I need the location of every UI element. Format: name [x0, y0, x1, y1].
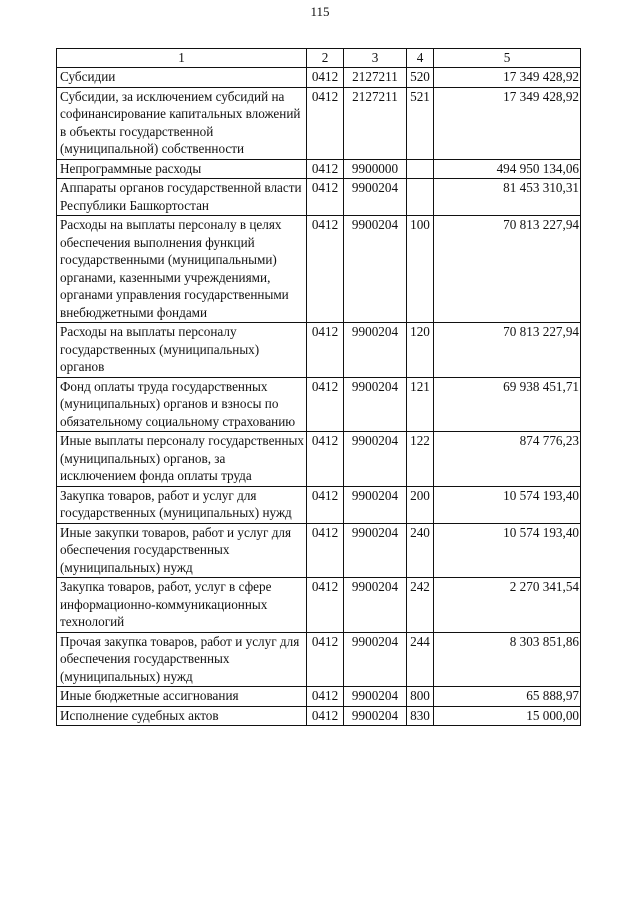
row-target-code: 9900204	[344, 179, 407, 216]
row-target-code: 2127211	[344, 68, 407, 88]
row-expense-type	[407, 179, 434, 216]
row-amount: 15 000,00	[434, 706, 581, 726]
row-expense-type: 240	[407, 523, 434, 578]
row-section-code: 0412	[307, 687, 344, 707]
row-amount: 2 270 341,54	[434, 578, 581, 633]
row-amount: 17 349 428,92	[434, 68, 581, 88]
row-name: Закупка товаров, работ и услуг для государственных (муниципальных) нужд	[57, 486, 307, 523]
row-section-code: 0412	[307, 68, 344, 88]
row-expense-type: 122	[407, 432, 434, 487]
table-row	[57, 432, 581, 487]
column-header-3: 3	[344, 49, 407, 68]
page-number: 115	[310, 4, 330, 19]
row-expense-type: 830	[407, 706, 434, 726]
column-header-1: 1	[57, 49, 307, 68]
row-expense-type: 200	[407, 486, 434, 523]
row-amount: 494 950 134,06	[434, 159, 581, 179]
row-name: Аппараты органов государственной власти Республики Башкортостан	[57, 179, 307, 216]
row-target-code: 9900204	[344, 323, 407, 378]
row-expense-type	[407, 159, 434, 179]
table-row	[57, 632, 581, 687]
row-name: Расходы на выплаты персоналу в целях обеспечения выполнения функций государственными (муниципальными) органами, казенными учреждениями, органами управления государственными внебюджетными фондами	[57, 216, 307, 323]
row-name: Субсидии	[57, 68, 307, 88]
row-target-code: 9900204	[344, 687, 407, 707]
row-section-code: 0412	[307, 159, 344, 179]
table-row	[57, 377, 581, 432]
row-expense-type: 242	[407, 578, 434, 633]
row-expense-type: 120	[407, 323, 434, 378]
row-name: Расходы на выплаты персоналу государственных (муниципальных) органов	[57, 323, 307, 378]
row-name: Исполнение судебных актов	[57, 706, 307, 726]
table-row	[57, 523, 581, 578]
row-name: Фонд оплаты труда государственных (муниципальных) органов и взносы по обязательному социальному страхованию	[57, 377, 307, 432]
row-section-code: 0412	[307, 632, 344, 687]
row-target-code: 9900204	[344, 523, 407, 578]
row-expense-type: 100	[407, 216, 434, 323]
row-amount: 70 813 227,94	[434, 323, 581, 378]
row-section-code: 0412	[307, 216, 344, 323]
row-name: Прочая закупка товаров, работ и услуг для обеспечения государственных (муниципальных) нужд	[57, 632, 307, 687]
row-target-code: 9900204	[344, 432, 407, 487]
table-row	[57, 687, 581, 707]
row-expense-type: 800	[407, 687, 434, 707]
row-amount: 874 776,23	[434, 432, 581, 487]
row-target-code: 9900204	[344, 706, 407, 726]
row-amount: 69 938 451,71	[434, 377, 581, 432]
row-expense-type: 121	[407, 377, 434, 432]
row-section-code: 0412	[307, 377, 344, 432]
table-row	[57, 486, 581, 523]
row-name: Закупка товаров, работ, услуг в сфере информационно-коммуникационных технологий	[57, 578, 307, 633]
row-target-code: 9900204	[344, 377, 407, 432]
row-amount: 65 888,97	[434, 687, 581, 707]
table-row	[57, 216, 581, 323]
row-section-code: 0412	[307, 432, 344, 487]
budget-table	[56, 48, 581, 726]
column-header-4: 4	[407, 49, 434, 68]
row-expense-type: 521	[407, 87, 434, 159]
row-target-code: 9900000	[344, 159, 407, 179]
row-target-code: 9900204	[344, 216, 407, 323]
row-section-code: 0412	[307, 578, 344, 633]
column-header-2: 2	[307, 49, 344, 68]
table-row	[57, 87, 581, 159]
row-target-code: 9900204	[344, 486, 407, 523]
row-name: Иные выплаты персоналу государственных (муниципальных) органов, за исключением фонда оплаты труда	[57, 432, 307, 487]
table-header-row	[57, 49, 581, 68]
row-section-code: 0412	[307, 523, 344, 578]
row-amount: 17 349 428,92	[434, 87, 581, 159]
table-row	[57, 179, 581, 216]
row-target-code: 9900204	[344, 578, 407, 633]
row-name: Непрограммные расходы	[57, 159, 307, 179]
row-section-code: 0412	[307, 486, 344, 523]
row-section-code: 0412	[307, 87, 344, 159]
row-section-code: 0412	[307, 179, 344, 216]
column-header-5: 5	[434, 49, 581, 68]
table-body	[57, 68, 581, 726]
row-amount: 10 574 193,40	[434, 523, 581, 578]
row-amount: 10 574 193,40	[434, 486, 581, 523]
row-expense-type: 520	[407, 68, 434, 88]
row-name: Субсидии, за исключением субсидий на софинансирование капитальных вложений в объекты государственной (муниципальной) собственности	[57, 87, 307, 159]
row-section-code: 0412	[307, 706, 344, 726]
row-section-code: 0412	[307, 323, 344, 378]
table-row	[57, 578, 581, 633]
table-row	[57, 68, 581, 88]
row-name: Иные закупки товаров, работ и услуг для обеспечения государственных (муниципальных) нужд	[57, 523, 307, 578]
row-target-code: 2127211	[344, 87, 407, 159]
row-target-code: 9900204	[344, 632, 407, 687]
table-row	[57, 159, 581, 179]
row-name: Иные бюджетные ассигнования	[57, 687, 307, 707]
row-amount: 70 813 227,94	[434, 216, 581, 323]
row-expense-type: 244	[407, 632, 434, 687]
table-row	[57, 323, 581, 378]
table-row	[57, 706, 581, 726]
row-amount: 81 453 310,31	[434, 179, 581, 216]
row-amount: 8 303 851,86	[434, 632, 581, 687]
